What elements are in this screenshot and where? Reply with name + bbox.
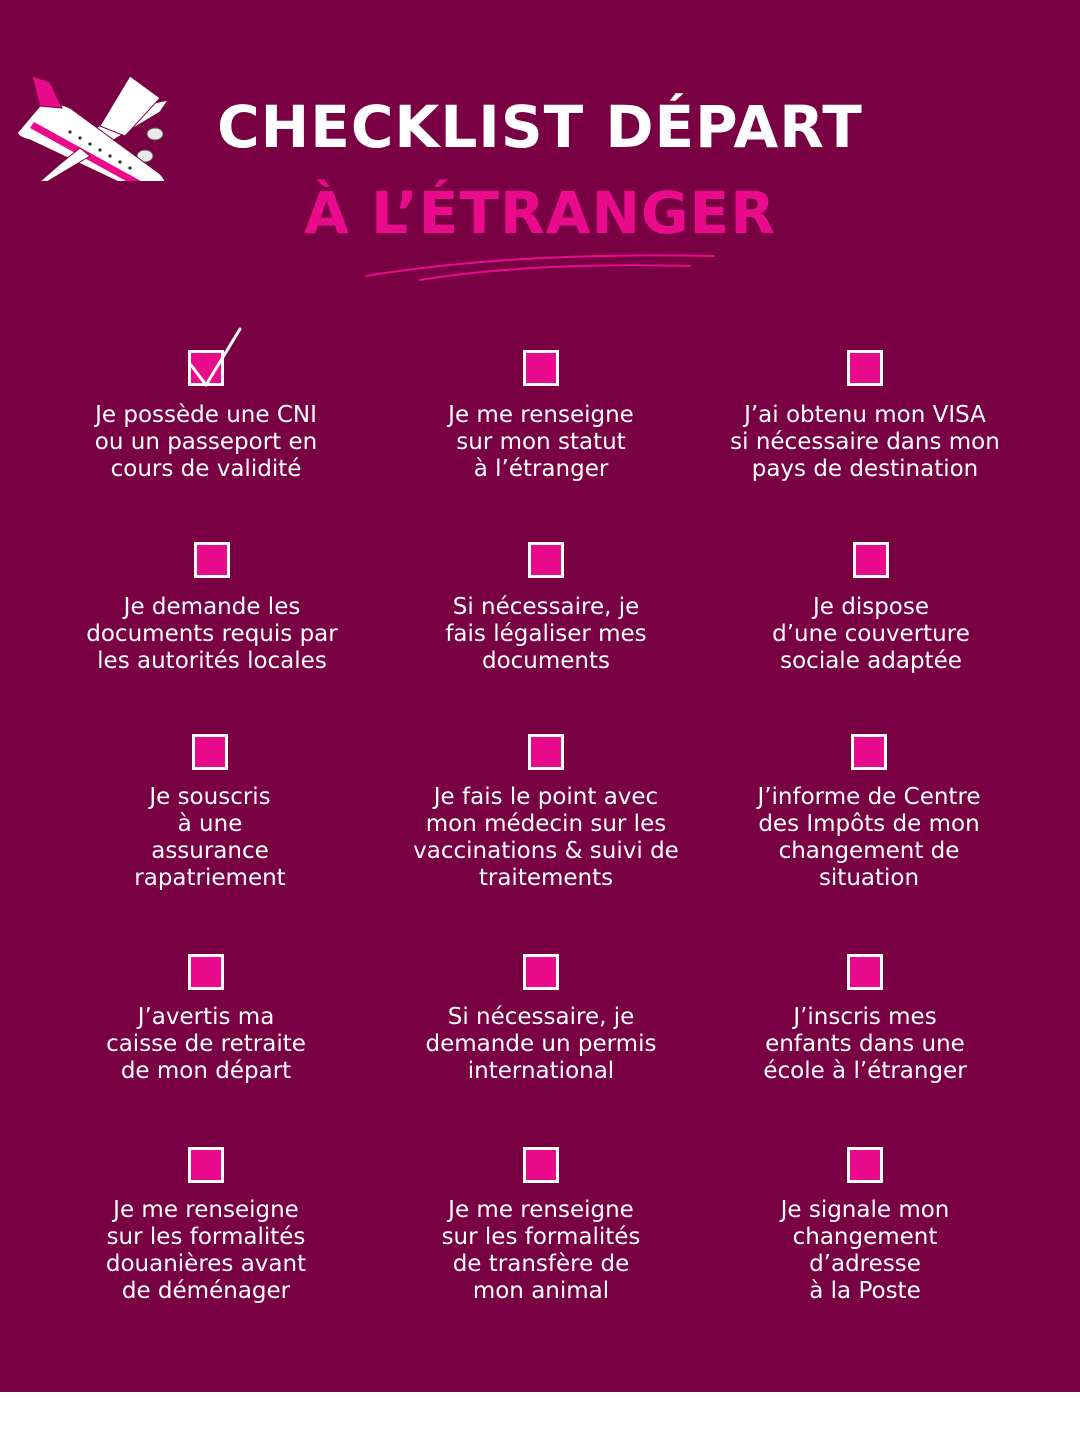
title-line-1: CHECKLIST DÉPART xyxy=(217,93,863,161)
item-label: J’inscris mes enfants dans une école à l’étranger xyxy=(763,1004,967,1084)
checkbox-icon[interactable] xyxy=(192,734,228,770)
item-label: Je me renseigne sur les formalités de transfère de mon animal xyxy=(441,1197,641,1304)
title-underline xyxy=(360,244,720,284)
item-label: Je dispose d’une couverture sociale adaptée xyxy=(772,594,970,674)
title-line-2: À L’ÉTRANGER xyxy=(304,179,776,247)
item-label: J’informe de Centre des Impôts de mon changement de situation xyxy=(757,784,981,891)
checkbox-icon[interactable] xyxy=(528,734,564,770)
item-label: Je signale mon changement d’adresse à la Poste xyxy=(780,1197,950,1304)
checkbox-icon[interactable] xyxy=(194,542,230,578)
item-label: Je possède une CNI ou un passeport en cours de validité xyxy=(94,402,318,482)
checkbox-icon[interactable] xyxy=(847,1147,883,1183)
item-label: Je fais le point avec mon médecin sur les vaccinations & suivi de traitements xyxy=(413,784,679,891)
checkbox-icon[interactable] xyxy=(523,1147,559,1183)
checkbox-icon[interactable] xyxy=(851,734,887,770)
checkbox-icon[interactable] xyxy=(523,954,559,990)
checkbox-icon[interactable] xyxy=(188,954,224,990)
checkbox-icon[interactable] xyxy=(853,542,889,578)
item-label: Je me renseigne sur mon statut à l’étranger xyxy=(448,402,634,482)
item-label: Je souscris à une assurance rapatriement xyxy=(134,784,286,891)
checkbox-icon[interactable] xyxy=(188,350,224,386)
item-label: Je demande les documents requis par les autorités locales xyxy=(86,594,338,674)
checkbox-icon[interactable] xyxy=(847,350,883,386)
item-label: Si nécessaire, je fais légaliser mes documents xyxy=(445,594,647,674)
item-label: Je me renseigne sur les formalités douanières avant de déménager xyxy=(105,1197,307,1304)
checkbox-icon[interactable] xyxy=(847,954,883,990)
item-label: J’ai obtenu mon VISA si nécessaire dans mon pays de destination xyxy=(730,402,1000,482)
checkmark-icon xyxy=(188,321,258,391)
checkbox-icon[interactable] xyxy=(528,542,564,578)
checkbox-icon[interactable] xyxy=(523,350,559,386)
item-label: J’avertis ma caisse de retraite de mon départ xyxy=(106,1004,306,1084)
checkbox-icon[interactable] xyxy=(188,1147,224,1183)
item-label: Si nécessaire, je demande un permis international xyxy=(425,1004,657,1084)
bottom-margin xyxy=(0,1392,1080,1442)
